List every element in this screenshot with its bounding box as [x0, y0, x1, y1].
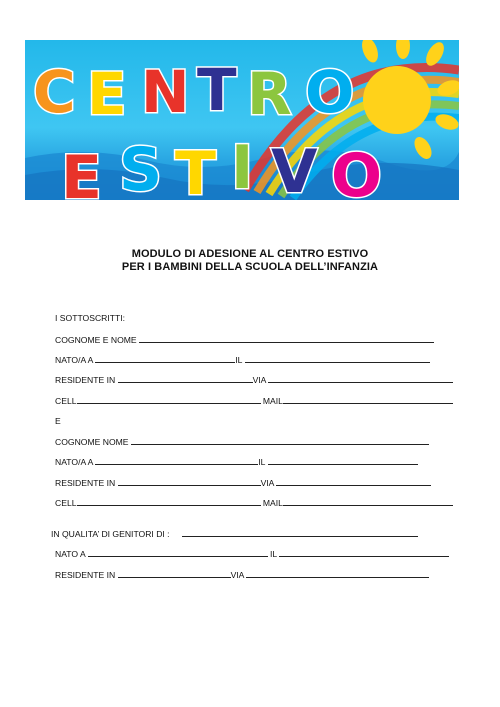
- parent2-birthplace-field[interactable]: [95, 456, 258, 465]
- centro-estivo-banner: [25, 40, 459, 200]
- parent1-street-label: VIA: [252, 375, 266, 385]
- child-residence-label: RESIDENTE IN: [55, 570, 116, 580]
- child-birthdate-label: IL: [270, 549, 277, 559]
- parent2-contact-row: [55, 497, 453, 508]
- parent1-cell-field[interactable]: [77, 395, 261, 404]
- form-title-line2: PER I BAMBINI DELLA SCUOLA DELL’INFANZIA: [121, 261, 379, 273]
- svg-text:T: T: [197, 56, 237, 124]
- parent2-birth-row: [55, 456, 418, 467]
- parent1-birth-row: [55, 354, 430, 365]
- child-street-field[interactable]: [246, 569, 429, 578]
- parent2-cell-label: CELL: [55, 498, 77, 508]
- parent1-birthplace-label: NATO/A A: [55, 355, 93, 365]
- svg-text:V: V: [271, 137, 318, 200]
- child-residence-field[interactable]: [118, 569, 231, 578]
- svg-text:T: T: [175, 139, 216, 200]
- svg-text:N: N: [141, 58, 190, 126]
- parent1-street-field[interactable]: [268, 374, 453, 383]
- parent1-residence-label: RESIDENTE IN: [55, 375, 116, 385]
- child-section-label: IN QUALITA’ DI GENITORI DI :: [51, 529, 170, 539]
- parent2-birthplace-label: NATO/A A: [55, 457, 93, 467]
- parent1-birthplace-field[interactable]: [95, 354, 235, 363]
- parent2-birthdate-label: IL: [258, 457, 266, 467]
- parent1-residence-row: [55, 374, 453, 385]
- parent1-birthdate-label: IL: [235, 355, 243, 365]
- svg-text:E: E: [87, 60, 127, 128]
- child-birthplace-label: NATO A: [55, 549, 86, 559]
- svg-text:I: I: [231, 133, 254, 200]
- sottoscritti-label: I SOTTOSCRITTI:: [55, 313, 126, 323]
- svg-text:R: R: [247, 60, 292, 128]
- parent2-name-field[interactable]: [131, 436, 429, 445]
- form-title-line1: MODULO DI ADESIONE AL CENTRO ESTIVO: [131, 248, 369, 260]
- svg-text:O: O: [305, 58, 355, 126]
- child-birthdate-field[interactable]: [279, 548, 449, 557]
- parent2-residence-row: [55, 477, 431, 488]
- svg-text:E: E: [61, 143, 102, 200]
- child-birth-row: [55, 548, 449, 559]
- parent2-cell-field[interactable]: [77, 497, 261, 506]
- parent2-residence-field[interactable]: [118, 477, 261, 486]
- parent2-street-label: VIA: [260, 478, 274, 488]
- parent1-name-label: COGNOME E NOME: [55, 335, 137, 345]
- svg-text:C: C: [33, 58, 76, 126]
- child-residence-row: [55, 569, 429, 580]
- parent2-birthdate-field[interactable]: [268, 456, 418, 465]
- banner-artwork: [25, 40, 459, 200]
- svg-text:S: S: [119, 135, 163, 200]
- parent2-name-label: COGNOME NOME: [55, 437, 129, 447]
- parent2-mail-field[interactable]: [283, 497, 453, 506]
- parent1-birthdate-field[interactable]: [245, 354, 430, 363]
- parent2-mail-label: MAIL: [262, 498, 283, 508]
- child-birthplace-field[interactable]: [88, 548, 268, 557]
- parent1-mail-label: MAIL: [262, 396, 283, 406]
- parent1-name-row: [55, 334, 434, 345]
- svg-text:O: O: [331, 141, 383, 200]
- child-name-field[interactable]: [182, 528, 418, 537]
- child-street-label: VIA: [230, 570, 244, 580]
- parent1-contact-row: [55, 395, 453, 406]
- parent1-cell-label: CELL: [55, 396, 77, 406]
- parent2-residence-label: RESIDENTE IN: [55, 478, 116, 488]
- parent1-residence-field[interactable]: [118, 374, 253, 383]
- child-section-row: [51, 528, 418, 539]
- parent2-name-row: [55, 436, 429, 447]
- parent2-street-field[interactable]: [276, 477, 431, 486]
- banner-word-centro: [33, 56, 354, 128]
- parent1-mail-field[interactable]: [283, 395, 453, 404]
- parent1-name-field[interactable]: [139, 334, 434, 343]
- conjunction-e: E: [55, 416, 61, 426]
